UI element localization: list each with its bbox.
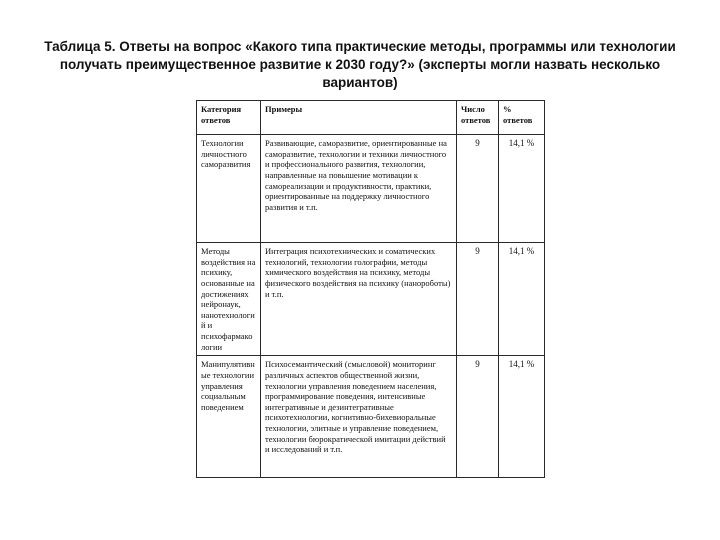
examples-cell: Развивающие, саморазвитие, ориентированные на саморазвитие, технологии и техники личностного и профессионального развития, технологии, направленные на повышение мотивации к самореализации и продуктивности, практики, ориентированные на поддержку личностного развития и т.п. [261,135,457,243]
percent-cell: 14,1 % [499,135,545,243]
answers-table-container [196,100,545,478]
table-row [197,243,545,356]
examples-cell: Интеграция психотехнических и соматических технологий, технологии голографии, методы химического воздействия на психику, методы физического воздействия на психику (нанороботы) и т.п. [261,243,457,356]
answers-table [196,100,545,478]
count-cell: 9 [457,356,499,478]
percent-cell: 14,1 % [499,356,545,478]
header-examples: Примеры [261,101,457,135]
category-cell: Манипулятивные технологии управления социальным поведением [197,356,261,478]
header-category: Категория ответов [197,101,261,135]
header-percent: % ответов [499,101,545,135]
header-count: Число ответов [457,101,499,135]
table-title: Таблица 5. Ответы на вопрос «Какого типа практические методы, программы или технологии получать преимущественное развитие к 2030 году?» (эксперты могли назвать несколько вариантов) [44,39,676,91]
examples-cell: Психосемантический (смысловой) мониторинг различных аспектов общественной жизни, технологии управления поведением населения, программирование поведения, интенсивные интегративные и дезинтегративные психотехнологии, когнитивно-бихевиоральные технологии, элитные и управление поведением, технологии бюрократической имитации действий и исследований и т.п. [261,356,457,478]
table-row [197,135,545,243]
table-row [197,356,545,478]
percent-cell: 14,1 % [499,243,545,356]
table-header-row [197,101,545,135]
category-cell: Методы воздействия на психику, основанные на достижениях нейронаук, нанотехнологий и психофармакологии [197,243,261,356]
count-cell: 9 [457,243,499,356]
count-cell: 9 [457,135,499,243]
category-cell: Технологии личностного саморазвития [197,135,261,243]
